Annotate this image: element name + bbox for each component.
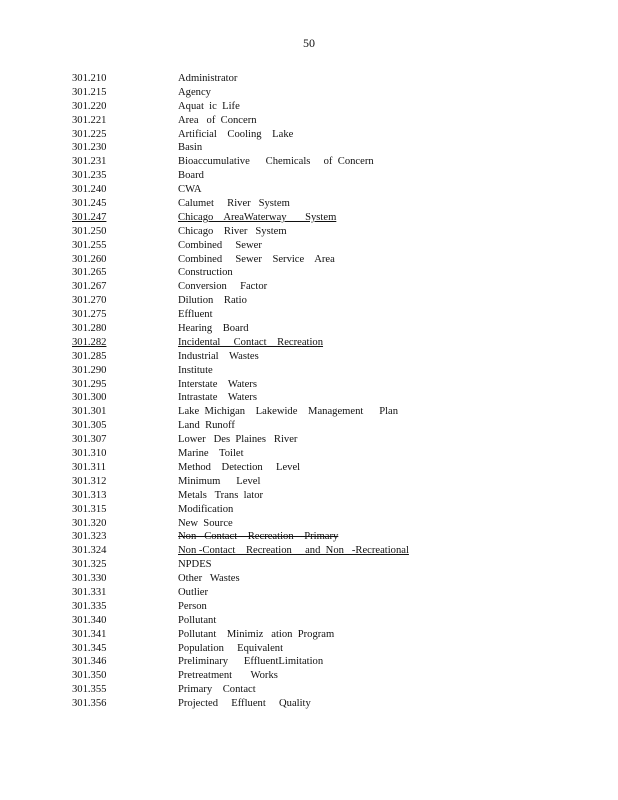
list-item [72, 642, 412, 656]
section-number: 301.285 [72, 350, 107, 362]
section-title: Land Runoff [178, 420, 235, 432]
list-item [72, 572, 412, 586]
section-number: 301.240 [72, 184, 107, 196]
section-title: Pretreatment Works [178, 670, 278, 682]
section-title: Other Wastes [178, 573, 240, 585]
section-title: Industrial Wastes [178, 350, 259, 362]
section-title: Conversion Factor [178, 281, 268, 293]
section-title: Area of Concern [178, 114, 257, 126]
section-title: Marine Toilet [178, 448, 244, 460]
section-title: Preliminary EffluentLimitation [178, 656, 324, 668]
list-item [72, 253, 412, 267]
list-item [72, 72, 412, 86]
section-number: 301.301 [72, 406, 107, 418]
section-title: Combined Sewer [178, 239, 262, 251]
list-item [72, 655, 412, 669]
section-title: Construction [178, 267, 233, 279]
section-number: 301.235 [72, 170, 107, 182]
section-title: Board [178, 170, 204, 182]
list-item [72, 280, 412, 294]
section-number: 301.245 [72, 198, 107, 210]
section-number: 301.305 [72, 420, 107, 432]
list-item [72, 558, 412, 572]
section-list [72, 72, 412, 711]
list-item [72, 419, 412, 433]
section-number: 301.221 [72, 114, 107, 126]
list-item [72, 391, 412, 405]
section-number: 301.250 [72, 225, 107, 237]
section-title: NPDES [178, 559, 212, 571]
section-title: Chicago AreaWaterway System [178, 211, 337, 223]
section-title: Minimum Level [178, 475, 261, 487]
list-item [72, 266, 412, 280]
section-number: 301.267 [72, 281, 107, 293]
section-number: 301.311 [72, 461, 107, 473]
list-item [72, 461, 412, 475]
section-title: CWA [178, 184, 202, 196]
section-title: Interstate Waters [178, 378, 257, 390]
list-item [72, 197, 412, 211]
section-title: Metals Trans lator [178, 489, 264, 501]
section-number: 301.295 [72, 378, 107, 390]
section-number: 301.300 [72, 392, 107, 404]
section-title: Administrator [178, 73, 238, 84]
section-number: 301.270 [72, 295, 107, 307]
list-item [72, 225, 412, 239]
section-number: 301.350 [72, 670, 107, 682]
list-item [72, 86, 412, 100]
section-number: 301.225 [72, 128, 107, 140]
section-number: 301.356 [72, 698, 107, 710]
section-number: 301.330 [72, 573, 107, 585]
section-title: Outlier [178, 586, 209, 598]
section-number: 301.282 [72, 336, 107, 348]
section-title: Pollutant Minimiz ation Program [178, 628, 335, 640]
section-title: Agency [178, 86, 211, 98]
list-item [72, 669, 412, 683]
section-title: Dilution Ratio [178, 295, 247, 307]
list-item [72, 114, 412, 128]
section-title: Primary Contact [178, 684, 256, 696]
list-item [72, 211, 412, 225]
section-title: Method Detection Level [178, 461, 301, 473]
section-title: Incidental Contact Recreation [178, 336, 324, 348]
section-title: Combined Sewer Service Area [178, 253, 335, 265]
section-number: 301.315 [72, 503, 107, 515]
section-number: 301.310 [72, 448, 107, 460]
section-number: 301.313 [72, 489, 107, 501]
section-title: Modification [178, 503, 234, 515]
list-item [72, 294, 412, 308]
list-item [72, 350, 412, 364]
section-title: Lake Michigan Lakewide Management Plan [178, 406, 399, 418]
section-title: Non -Contact Recreation and Non -Recreational [178, 545, 409, 557]
list-item [72, 697, 412, 711]
list-item [72, 308, 412, 322]
section-number: 301.346 [72, 656, 107, 668]
section-title: Effluent [178, 309, 213, 321]
section-title: Bioaccumulative Chemicals of Concern [178, 156, 374, 168]
section-number: 301.275 [72, 309, 107, 321]
list-item [72, 364, 412, 378]
section-title: Population Equivalent [178, 642, 284, 654]
section-title: Lower Des Plaines River [178, 434, 298, 446]
section-number: 301.247 [72, 211, 107, 223]
section-number: 301.280 [72, 323, 107, 335]
list-item [72, 614, 412, 628]
section-number: 301.355 [72, 684, 107, 696]
section-number: 301.325 [72, 559, 107, 571]
list-item [72, 100, 412, 114]
section-number: 301.323 [72, 531, 107, 543]
list-item [72, 128, 412, 142]
list-item [72, 336, 412, 350]
section-title: Basin [178, 142, 203, 154]
list-item [72, 475, 412, 489]
list-item [72, 447, 412, 461]
section-number: 301.231 [72, 156, 107, 168]
section-number: 301.320 [72, 517, 107, 529]
list-item [72, 405, 412, 419]
section-number: 301.331 [72, 586, 107, 598]
section-title: Institute [178, 364, 213, 376]
section-title: New Source [178, 517, 233, 529]
section-number: 301.220 [72, 100, 107, 112]
section-number: 301.335 [72, 600, 107, 612]
list-item [72, 600, 412, 614]
list-item [72, 169, 412, 183]
section-number: 301.215 [72, 86, 107, 98]
list-item [72, 683, 412, 697]
section-title: Artificial Cooling Lake [178, 128, 294, 140]
section-number: 301.255 [72, 239, 107, 251]
section-number: 301.345 [72, 642, 107, 654]
list-item [72, 155, 412, 169]
section-number: 301.210 [72, 73, 107, 84]
section-number: 301.324 [72, 545, 107, 557]
section-number: 301.265 [72, 267, 107, 279]
section-title: Person [178, 600, 207, 612]
list-item [72, 239, 412, 253]
section-number: 301.341 [72, 628, 107, 640]
list-item [72, 322, 412, 336]
list-item [72, 433, 412, 447]
list-item [72, 489, 412, 503]
section-number: 301.340 [72, 614, 107, 626]
section-number: 301.260 [72, 253, 107, 265]
section-number: 301.230 [72, 142, 107, 154]
list-item [72, 628, 412, 642]
section-number: 301.307 [72, 434, 107, 446]
list-item [72, 141, 412, 155]
list-item [72, 378, 412, 392]
section-title: Pollutant [178, 614, 217, 626]
list-item [72, 530, 412, 544]
section-number: 301.312 [72, 475, 107, 487]
list-item [72, 183, 412, 197]
section-title: Hearing Board [178, 323, 249, 335]
section-title: Intrastate Waters [178, 392, 257, 404]
section-title: Chicago River System [178, 225, 287, 237]
page-number: 50 [303, 36, 315, 50]
list-item [72, 586, 412, 600]
list-item [72, 544, 412, 558]
section-title: Projected Effluent Quality [178, 698, 311, 710]
section-title: Aquat ic Life [178, 100, 240, 112]
list-item [72, 517, 412, 531]
list-item [72, 503, 412, 517]
section-title: Non Contact Recreation Primary [178, 531, 339, 543]
section-title: Calumet River System [178, 198, 290, 210]
section-number: 301.290 [72, 364, 107, 376]
